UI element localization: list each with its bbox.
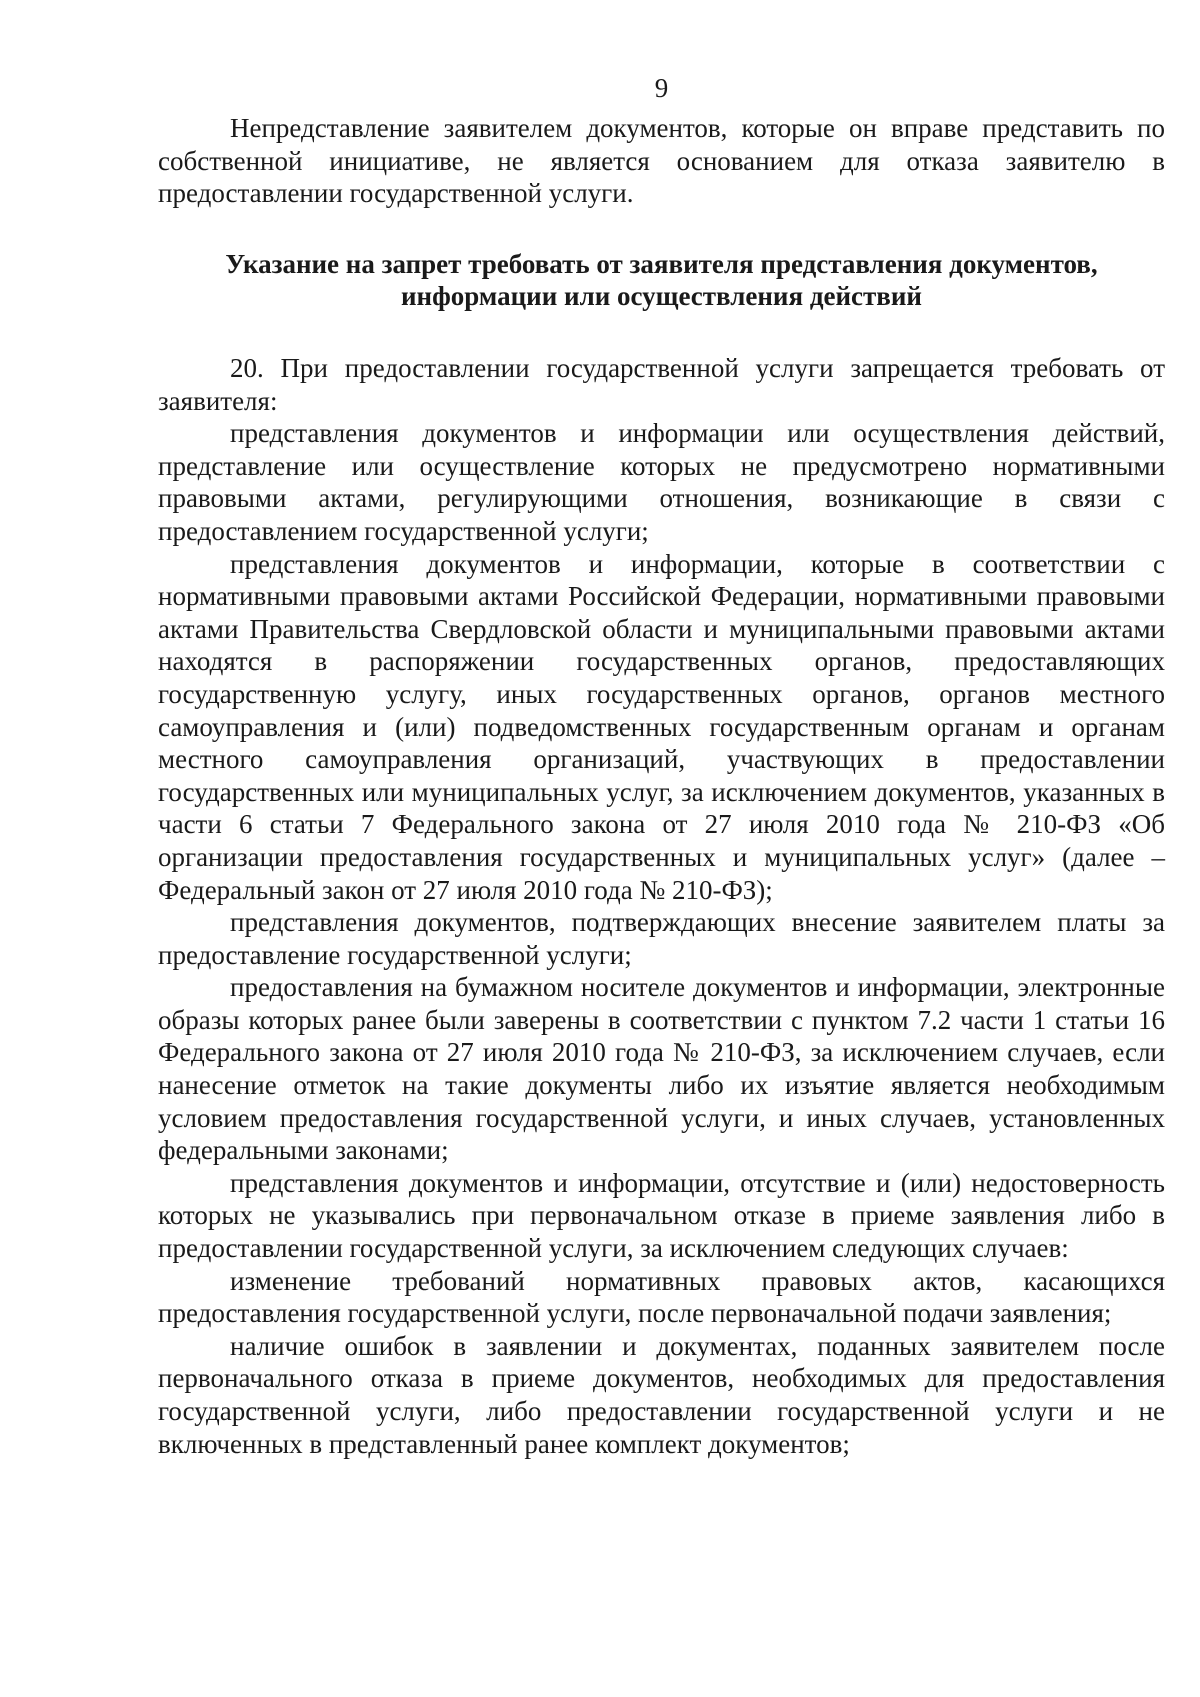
paragraph-item: представления документов и информации, отсутствие и (или) недостоверность которых не указывались при первоначальном отказе в приеме заявления либо в предоставлении государственной услуги, за исключением следующих случаев: [158, 1167, 1165, 1264]
page-number: 9 [654, 73, 669, 103]
paragraph-item: представления документов и информации, которые в соответствии с нормативными правовыми актами Российской Федерации, нормативными правовыми актами Правительства Свердловской области и муниципальными правовыми актами находятся в распоряжении государственных органов, предоставляющих государственную услугу, иных государственных органов, органов местного самоуправления и (или) подведомственных государственным органам и органам местного самоуправления организаций, участвующих в предоставлении государственных или муниципальных услуг, за исключением документов, указанных в части 6 статьи 7 Федерального закона от 27 июля 2010 года № 210-ФЗ «Об организации предоставления государственных и муниципальных услуг» (далее – Федеральный закон от 27 июля 2010 года № 210-ФЗ); [158, 548, 1165, 905]
paragraph-item: предоставления на бумажном носителе документов и информации, электронные образы которых ранее были заверены в соответствии с пунктом 7.2 части 1 статьи 16 Федерального закона от 27 июля 2010 года № 210-ФЗ, за исключением случаев, если нанесение отметок на такие документы либо их изъятие является необходимым условием предоставления государственной услуги, и иных случаев, установленных федеральными законами; [158, 972, 1165, 1166]
paragraph-clause-20: 20. При предоставлении государственной услуги запрещается требовать от заявителя: [158, 353, 1165, 416]
section-heading-line-1: Указание на запрет требовать от заявителя представления документов, [225, 249, 1098, 279]
section-heading [158, 248, 1165, 312]
paragraph-item: представления документов, подтверждающих внесение заявителем платы за предоставление государственной услуги; [158, 907, 1165, 970]
intro-section [158, 112, 1165, 210]
paragraph-item: изменение требований нормативных правовых актов, касающихся предоставления государственной услуги, после первоначальной подачи заявления; [158, 1265, 1165, 1329]
intro-paragraph: Непредставление заявителем документов, которые он вправе представить по собственной инициативе, не является основанием для отказа заявителю в предоставлении государственной услуги. [158, 113, 1165, 209]
paragraph-item: представления документов и информации или осуществления действий, представление или осуществление которых не предусмотрено нормативными правовыми актами, регулирующими отношения, возникающие в связи с предоставлением государственной услуги; [158, 418, 1165, 546]
section-heading-line-2: информации или осуществления действий [401, 281, 922, 311]
clause-20-section [158, 352, 1165, 1460]
paragraph-item: наличие ошибок в заявлении и документах, поданных заявителем после первоначального отказа в приеме документов, необходимых для предоставления государственной услуги, либо предоставлении государственной услуги и не включенных в представленный ранее комплект документов; [158, 1330, 1165, 1459]
